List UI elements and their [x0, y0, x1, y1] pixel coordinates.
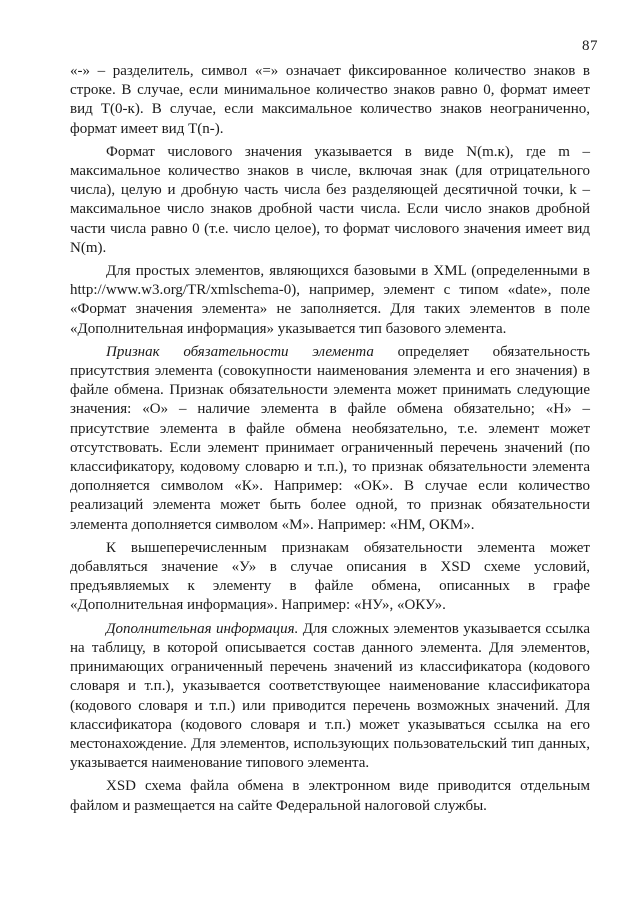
- paragraph-text: Для сложных элементов указывается ссылка на таблицу, в которой описывается состав данного элемента. Для элементов, принимающих ограниченный перечень значений из классификатора (кодового словаря и т.п.), указывается соответствующее наименование классификатора (кодового словаря и т.п.) или приводится перечень возможных значений. Для классификатора (кодового словаря и т.п.) может указываться ссылка на его местонахождение. Для элементов, использующих пользовательский тип данных, указывается наименование типового элемента.: [70, 620, 590, 772]
- paragraph-simple-elements: [70, 262, 590, 339]
- paragraph-xsd-schema: [70, 777, 590, 815]
- paragraph-text: определяет обязательность присутствия элемента (совокупности наименования элемента и его значения) в файле обмена. Признак обязательности элемента может принимать следующие значения: «О» – наличие элемента в файле обмена обязательно; «Н» – присутствие элемента в файле обмена необязательно, т.е. элемент может отсутствовать. Если элемент принимает ограниченный перечень значений (по классификатору, кодовому словарю и т.п.), то признак обязательности элемента дополняется символом «К». Например: «ОК». В случае если количество реализаций элемента может быть более одной, то признак обязательности элемента дополняется символом «М». Например: «НМ, ОКМ».: [70, 343, 590, 533]
- paragraph-text: К вышеперечисленным признакам обязательности элемента может добавляться значение «У» в случае описания в XSD схеме условий, предъявляемых к элементу в файле обмена, описанных в графе «Дополнительная информация». Например: «НУ», «ОКУ».: [70, 539, 590, 614]
- paragraph-additional-info: [70, 620, 590, 774]
- paragraph-text: Формат числового значения указывается в виде N(m.к), где m – максимальное количество знаков в числе, включая знак (для отрицательного числа), целую и дробную часть числа без разделяющей десятичной точки, k – максимальное число знаков дробной части числа. Если число знаков дробной части числа равно 0 (т.е. число целое), то формат числового значения имеет вид N(m).: [70, 143, 590, 256]
- paragraph-text: Для простых элементов, являющихся базовыми в XML (определенными в http://www.w3.org/TR/xmlschema-0), например, элемент с типом «date», поле «Формат значения элемента» не заполняется. Для таких элементов в поле «Дополнительная информация» указывается тип базового элемента.: [70, 263, 590, 337]
- paragraph-text: XSD схема файла обмена в электронном виде приводится отдельным файлом и размещается на сайте Федеральной налоговой службы.: [70, 778, 590, 814]
- paragraph-numeric-format: [70, 143, 590, 258]
- page-body: [70, 62, 590, 820]
- paragraph-lead-term: Признак обязательности элемента: [106, 343, 374, 360]
- paragraph-text: «-» – разделитель, символ «=» означает фиксированное количество знаков в строке. В случае, если минимальное количество знаков равно 0, формат имеет вид T(0-к). В случае, если максимальное количество знаков неограниченно, формат имеет вид T(n-).: [70, 63, 590, 137]
- page-number: 87: [582, 38, 598, 54]
- paragraph-mandatory-flag: [70, 343, 590, 535]
- paragraph-format-string-separator: [70, 62, 590, 139]
- paragraph-lead-term: Дополнительная информация.: [106, 620, 299, 637]
- paragraph-conditional-flag: [70, 539, 590, 616]
